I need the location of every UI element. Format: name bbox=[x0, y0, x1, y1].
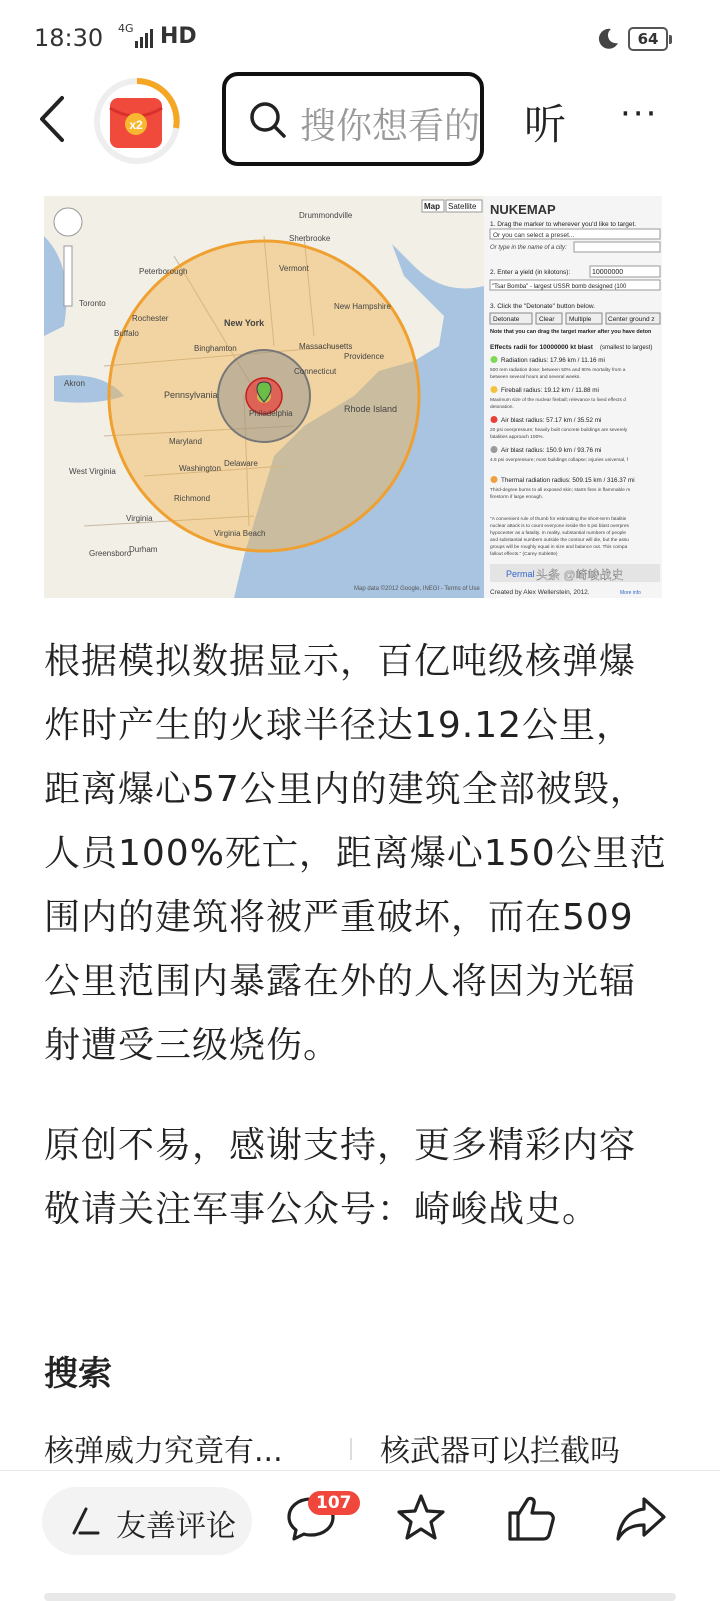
paragraph-line: 射遭受三级烧伤。 bbox=[44, 1025, 341, 1066]
label-delaware: Delaware bbox=[224, 459, 258, 468]
share-icon[interactable] bbox=[614, 1491, 668, 1545]
signal-icon bbox=[134, 27, 156, 49]
search-box[interactable] bbox=[222, 72, 484, 166]
effect-label: Air blast radius: 150.9 km / 93.76 mi bbox=[501, 447, 602, 454]
map-credit: Map data ©2012 Google, INEGI - Terms of Use bbox=[354, 586, 480, 592]
permalink-link[interactable]: Permal bbox=[506, 569, 535, 579]
label-new-york: New York bbox=[224, 318, 265, 328]
hd-indicator: HD bbox=[160, 24, 197, 49]
nukemap-step1: 1. Drag the marker to wherever you'd like to target. bbox=[490, 221, 637, 228]
related-divider bbox=[350, 1438, 352, 1460]
related-search-1[interactable]: 核弹威力究竟有... bbox=[44, 1434, 283, 1469]
network-type: 4G bbox=[118, 22, 134, 35]
label-toronto: Toronto bbox=[79, 299, 106, 308]
label-drummondville: Drummondville bbox=[299, 211, 353, 220]
more-button[interactable]: ··· bbox=[620, 94, 659, 134]
nukemap-step3: 3. Click the "Detonate" button below. bbox=[490, 303, 596, 310]
label-virginia: Virginia bbox=[126, 514, 153, 523]
pan-control[interactable] bbox=[54, 208, 82, 236]
label-rochester: Rochester bbox=[132, 314, 169, 323]
effect-description: Third-degree burns to all exposed skin; starts fires in flammable m bbox=[490, 488, 631, 493]
map-button-label: Map bbox=[424, 202, 440, 211]
status-bar bbox=[0, 0, 720, 80]
effect-label: Fireball radius: 19.12 km / 11.88 mi bbox=[501, 387, 599, 394]
city-input[interactable] bbox=[574, 242, 660, 252]
effect-color-dot bbox=[491, 476, 498, 483]
label-west-virginia: West Virginia bbox=[69, 467, 116, 476]
label-durham: Durham bbox=[129, 545, 158, 554]
red-packet-icon[interactable] bbox=[92, 76, 182, 166]
nukemap-step2: 2. Enter a yield (in kilotons): bbox=[490, 269, 571, 276]
footnote-line: nuclear attack is to count everyone inside the 5 psi blast overpres bbox=[490, 524, 629, 529]
nukemap-note: Note that you can drag the target marker after you have deton bbox=[490, 329, 652, 335]
paragraph-line: 炸时产生的火球半径达19.12公里， bbox=[44, 705, 634, 746]
effects-title: Effects radii for 10000000 kt blast bbox=[490, 344, 593, 351]
effect-description: Maximum size of the nuclear fireball; relevance to lived effects d bbox=[490, 398, 626, 403]
search-placeholder: 搜你想看的 bbox=[300, 106, 481, 147]
back-arrow-icon[interactable] bbox=[34, 94, 74, 144]
bottom-action-bar bbox=[0, 1470, 720, 1601]
effect-description: fatalities approach 100%. bbox=[490, 435, 544, 440]
watermark: 头条 @崎峻战史 bbox=[536, 568, 624, 582]
footnote-line: "A convenient rule of thumb for estimating the short-term fatalitie bbox=[490, 517, 627, 522]
zoom-slider[interactable] bbox=[64, 246, 72, 306]
moon-icon bbox=[596, 27, 620, 51]
paragraph-line: 原创不易，感谢支持，更多精彩内容 bbox=[44, 1125, 637, 1166]
star-icon[interactable] bbox=[394, 1491, 448, 1545]
effect-label: Thermal radiation radius: 509.15 km / 316.37 mi bbox=[501, 477, 635, 484]
footnote-line: fallout effects." (Carey Sublette) bbox=[490, 552, 558, 557]
label-buffalo: Buffalo bbox=[114, 329, 139, 338]
city-prompt: Or type in the name of a city: bbox=[490, 245, 567, 251]
comment-count-badge: 107 bbox=[308, 1491, 360, 1515]
paragraph-line: 根据模拟数据显示，百亿吨级核弹爆 bbox=[44, 641, 637, 682]
listen-button[interactable]: 听 bbox=[524, 100, 567, 149]
effect-description: detonation. bbox=[490, 405, 514, 410]
paragraph-line: 敬请关注军事公众号：崎峻战史。 bbox=[44, 1189, 600, 1230]
label-rhode-island: Rhode Island bbox=[344, 404, 398, 414]
detonate-label: Detonate bbox=[493, 316, 520, 323]
nukemap-image bbox=[44, 196, 662, 598]
label-massachusetts: Massachusetts bbox=[299, 342, 353, 351]
related-search-2[interactable]: 核武器可以拦截吗 bbox=[380, 1434, 620, 1469]
yield-value: 10000000 bbox=[592, 269, 624, 276]
paragraph-line: 公里范围内暴露在外的人将因为光辐 bbox=[44, 961, 637, 1002]
label-connecticut: Connecticut bbox=[294, 367, 337, 376]
comment-input-label: 友善评论 bbox=[116, 1509, 236, 1544]
bomb-preset: "Tsar Bomba" - largest USSR bomb designed (100 bbox=[492, 284, 627, 290]
effect-label: Air blast radius: 57.17 km / 35.52 mi bbox=[501, 417, 602, 424]
label-providence: Providence bbox=[344, 352, 385, 361]
top-toolbar bbox=[0, 72, 720, 168]
label-washington: Washington bbox=[179, 464, 221, 473]
effect-label: Radiation radius: 17.96 km / 11.16 mi bbox=[501, 357, 605, 364]
paragraph-line: 人员100%死亡，距离爆心150公里范 bbox=[44, 833, 667, 874]
battery-icon: 64 bbox=[628, 27, 668, 51]
effect-color-dot bbox=[491, 386, 498, 393]
effect-description: firestorm if large enough. bbox=[490, 495, 544, 500]
article-paragraph-2 bbox=[44, 1114, 670, 1242]
multiple-label: Multiple bbox=[569, 316, 592, 323]
effect-color-dot bbox=[491, 446, 498, 453]
more-info-link[interactable]: More info bbox=[620, 590, 641, 596]
thumbs-up-icon[interactable] bbox=[504, 1491, 558, 1545]
label-richmond: Richmond bbox=[174, 494, 211, 503]
label-new-hampshire: New Hampshire bbox=[334, 302, 391, 311]
clear-label: Clear bbox=[539, 316, 555, 323]
effect-color-dot bbox=[491, 356, 498, 363]
effects-suffix: (smallest to largest) bbox=[600, 345, 653, 351]
paragraph-line: 围内的建筑将被严重破坏，而在509 bbox=[44, 897, 634, 938]
footnote-line: and substantial numbers outside the contour will die, but the assu bbox=[490, 538, 629, 543]
preset-select-label: Or you can select a preset... bbox=[493, 232, 575, 239]
red-packet-label: x2 bbox=[129, 118, 143, 132]
footnote-line: hypocenter as a fatality. In reality, substantial numbers of people bbox=[490, 531, 627, 536]
label-vermont: Vermont bbox=[279, 264, 309, 273]
search-section-heading: 搜索 bbox=[44, 1354, 112, 1394]
footnote-line: groups will be roughly equal in size and balance out. This compa bbox=[490, 545, 628, 550]
comment-input-button[interactable] bbox=[42, 1487, 252, 1555]
label-binghamton: Binghamton bbox=[194, 344, 237, 353]
status-time: 18:30 bbox=[34, 24, 104, 52]
paragraph-line: 距离爆心57公里内的建筑全部被毁， bbox=[44, 769, 647, 810]
effect-color-dot bbox=[491, 416, 498, 423]
label-sherbrooke: Sherbrooke bbox=[289, 234, 331, 243]
credit-text: Created by Alex Wellerstein, 2012. bbox=[490, 589, 590, 596]
effect-description: 4.6 psi overpressure; most buildings collapse; injuries universal, f bbox=[490, 458, 629, 463]
label-philadelphia: Philadelphia bbox=[249, 409, 293, 418]
label-pennsylvania: Pennsylvania bbox=[164, 390, 218, 400]
label-greensboro: Greensboro bbox=[89, 549, 132, 558]
effect-description: 500 rem radiation dose; between 50% and 90% mortality from a bbox=[490, 368, 626, 373]
center-ground-label: Center ground z bbox=[608, 316, 655, 323]
satellite-button-label: Satellite bbox=[448, 202, 477, 211]
label-peterborough: Peterborough bbox=[139, 267, 188, 276]
label-maryland: Maryland bbox=[169, 437, 202, 446]
effect-description: between several hours and several weeks. bbox=[490, 375, 581, 380]
nukemap-title: NUKEMAP bbox=[490, 202, 556, 217]
search-icon bbox=[248, 100, 288, 140]
label-virginia-beach: Virginia Beach bbox=[214, 529, 266, 538]
pen-icon bbox=[66, 1503, 102, 1539]
article-paragraph-1 bbox=[44, 630, 670, 1078]
label-akron: Akron bbox=[64, 379, 85, 388]
effect-description: 20 psi overpressure; heavily built concrete buildings are severely bbox=[490, 428, 628, 433]
